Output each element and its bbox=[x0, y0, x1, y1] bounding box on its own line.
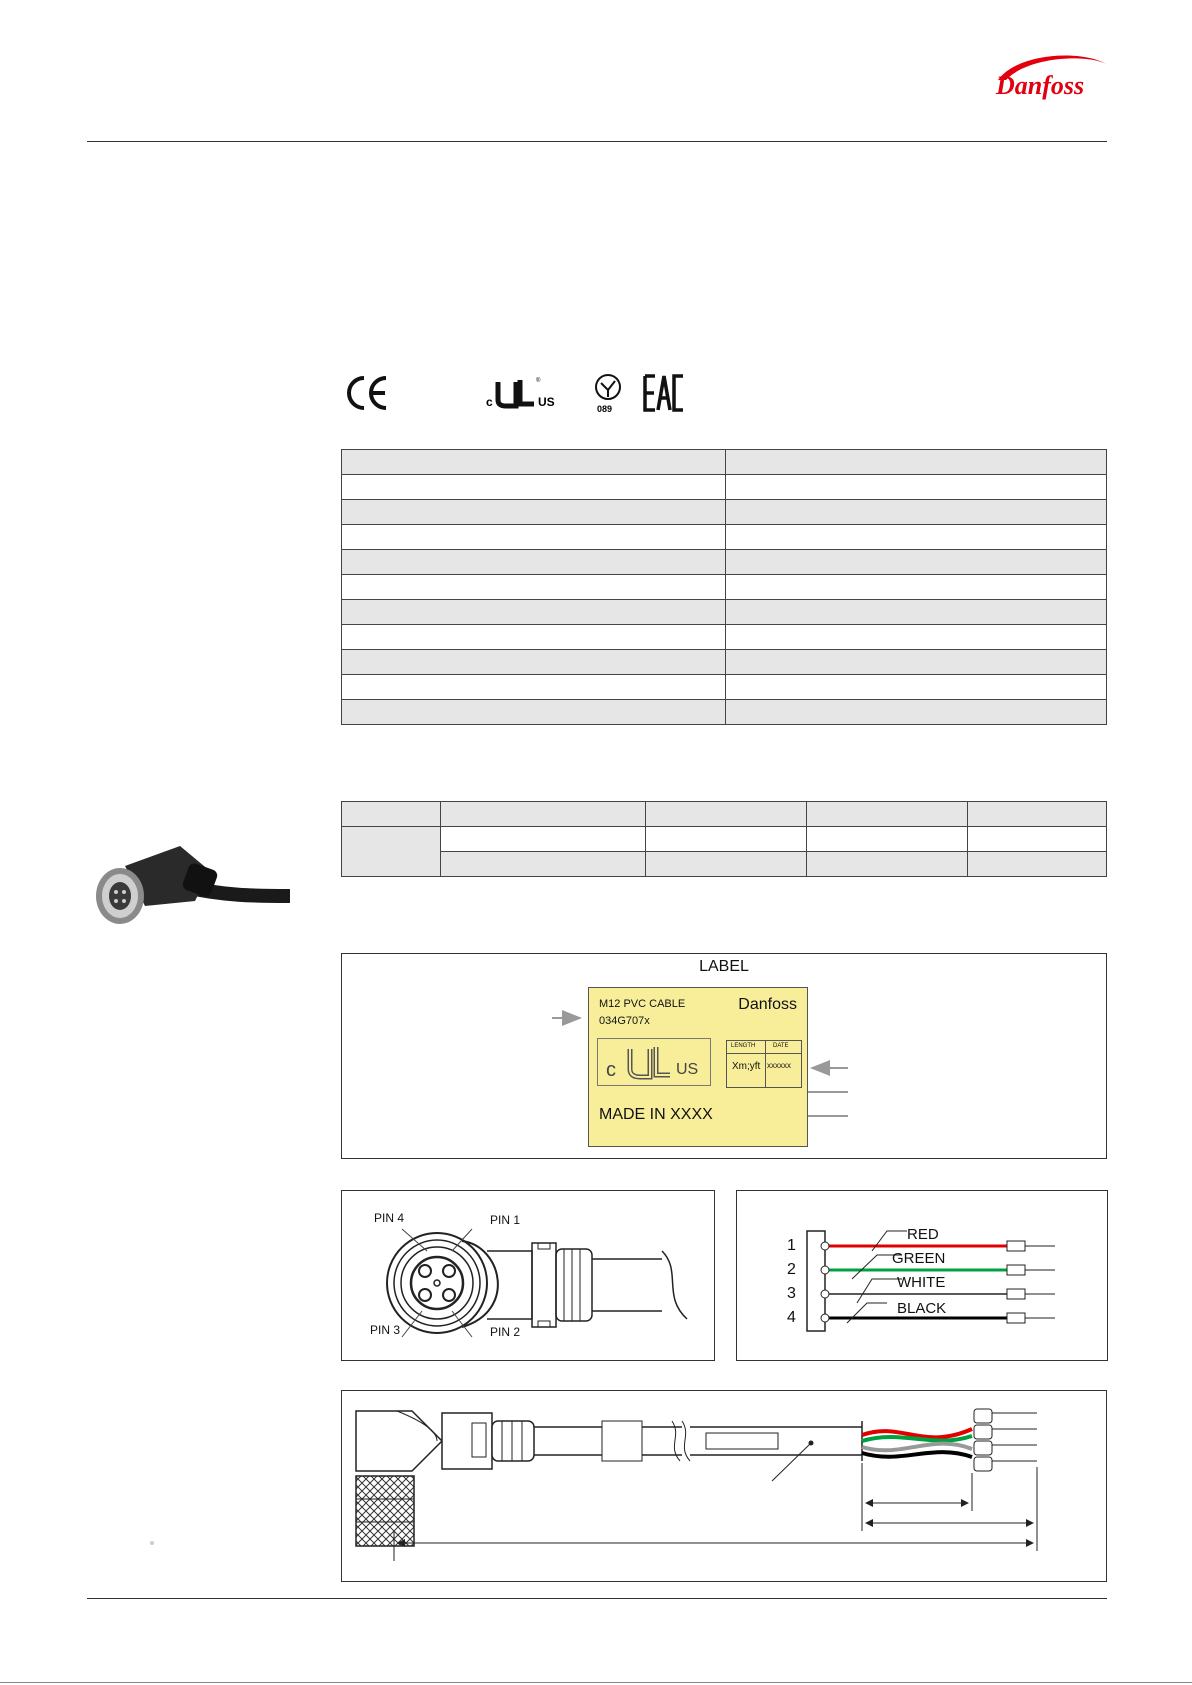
length-header: LENGTH bbox=[731, 1043, 756, 1049]
table-cell bbox=[441, 827, 646, 852]
table-cell bbox=[968, 827, 1107, 852]
table-row bbox=[342, 525, 1107, 550]
pinout-diagram bbox=[341, 1190, 715, 1361]
ul-listed-icon bbox=[486, 372, 566, 414]
danfoss-logo bbox=[988, 50, 1112, 102]
table-cell bbox=[441, 852, 646, 877]
table-cell bbox=[726, 475, 1107, 500]
table-cell bbox=[726, 500, 1107, 525]
label-title: LABEL bbox=[699, 958, 749, 975]
pin-3-label: PIN 3 bbox=[370, 1323, 401, 1337]
date-header: DATE bbox=[773, 1043, 789, 1049]
table-cell bbox=[646, 852, 807, 877]
table-cell bbox=[726, 525, 1107, 550]
table-cell bbox=[342, 575, 726, 600]
table-row bbox=[342, 500, 1107, 525]
sticker-product-name: M12 PVC CABLE bbox=[599, 998, 686, 1010]
pin-4-label: PIN 4 bbox=[374, 1211, 405, 1225]
table-header-row bbox=[342, 802, 1107, 827]
wire-3-number: 3 bbox=[787, 1285, 796, 1302]
wire-2-number: 2 bbox=[787, 1261, 796, 1278]
table-cell bbox=[726, 625, 1107, 650]
table-cell bbox=[342, 600, 726, 625]
table-header-cell bbox=[646, 802, 807, 827]
svg-text:c: c bbox=[486, 395, 493, 409]
table-row bbox=[342, 625, 1107, 650]
svg-text:US: US bbox=[538, 395, 555, 409]
wire-1-color: RED bbox=[907, 1226, 939, 1243]
table-cell bbox=[726, 550, 1107, 575]
cable-connector-photo bbox=[85, 826, 290, 941]
table-cell bbox=[726, 600, 1107, 625]
table-header-cell bbox=[441, 802, 646, 827]
table-header-cell bbox=[968, 802, 1107, 827]
sticker-ul-c: c bbox=[606, 1059, 616, 1081]
table-row bbox=[342, 550, 1107, 575]
pin-1-label: PIN 1 bbox=[490, 1213, 521, 1227]
wire-4-color: BLACK bbox=[897, 1300, 947, 1317]
table-row bbox=[342, 827, 1107, 852]
pin-2-label: PIN 2 bbox=[490, 1325, 521, 1339]
page-edge-rule bbox=[0, 1682, 1192, 1683]
table-cell bbox=[726, 650, 1107, 675]
table-cell bbox=[342, 625, 726, 650]
table-row bbox=[342, 450, 1107, 475]
table-cell bbox=[342, 500, 726, 525]
footer-rule bbox=[87, 1598, 1107, 1599]
wire-3-color: WHITE bbox=[897, 1274, 946, 1291]
table-row bbox=[342, 675, 1107, 700]
table-cell bbox=[342, 650, 726, 675]
table-row bbox=[342, 600, 1107, 625]
china-certification-icon bbox=[588, 372, 628, 414]
table-row bbox=[342, 475, 1107, 500]
table-cell bbox=[342, 475, 726, 500]
label-diagram bbox=[341, 953, 1107, 1159]
wire-4-number: 4 bbox=[787, 1309, 796, 1326]
table-row bbox=[342, 852, 1107, 877]
table-cell bbox=[342, 827, 441, 877]
table-row bbox=[342, 700, 1107, 725]
header-rule bbox=[87, 141, 1107, 142]
table-cell bbox=[726, 675, 1107, 700]
sticker-ul-mark bbox=[597, 1038, 711, 1086]
sticker-product-code: 034G707x bbox=[599, 1015, 650, 1027]
table-cell bbox=[342, 700, 726, 725]
svg-text:Danfoss: Danfoss bbox=[996, 71, 1085, 100]
svg-text:089: 089 bbox=[597, 404, 613, 414]
table-cell bbox=[968, 852, 1107, 877]
sticker-length-date-grid bbox=[726, 1040, 802, 1088]
table-cell bbox=[807, 827, 968, 852]
ordering-table bbox=[341, 801, 1107, 877]
wiring-diagram bbox=[736, 1190, 1108, 1361]
table-cell bbox=[726, 700, 1107, 725]
table-header-cell bbox=[807, 802, 968, 827]
table-cell bbox=[342, 675, 726, 700]
length-value: Xm;yft bbox=[732, 1061, 761, 1072]
wire-2-color: GREEN bbox=[892, 1250, 946, 1267]
svg-text:®: ® bbox=[536, 378, 541, 384]
date-value: xxxxxx bbox=[767, 1061, 791, 1070]
table-cell bbox=[726, 450, 1107, 475]
wire-1-number: 1 bbox=[787, 1237, 796, 1254]
table-row bbox=[342, 650, 1107, 675]
table-cell bbox=[726, 575, 1107, 600]
eac-mark-icon bbox=[643, 372, 685, 414]
table-cell bbox=[646, 827, 807, 852]
sticker-brand: Danfoss bbox=[738, 996, 797, 1013]
product-sticker bbox=[588, 987, 808, 1147]
cable-drawing bbox=[342, 1391, 1106, 1581]
ce-mark-icon bbox=[345, 372, 389, 414]
cable-dimension-drawing bbox=[341, 1390, 1107, 1582]
table-cell bbox=[807, 852, 968, 877]
table-cell bbox=[342, 450, 726, 475]
sticker-ul-us: US bbox=[676, 1061, 699, 1078]
table-row bbox=[342, 575, 1107, 600]
table-cell bbox=[342, 525, 726, 550]
table-cell bbox=[342, 550, 726, 575]
decorative-dot bbox=[150, 1541, 154, 1545]
table-header-cell bbox=[342, 802, 441, 827]
sticker-made-in: MADE IN XXXX bbox=[599, 1106, 713, 1123]
specification-table bbox=[341, 449, 1107, 725]
